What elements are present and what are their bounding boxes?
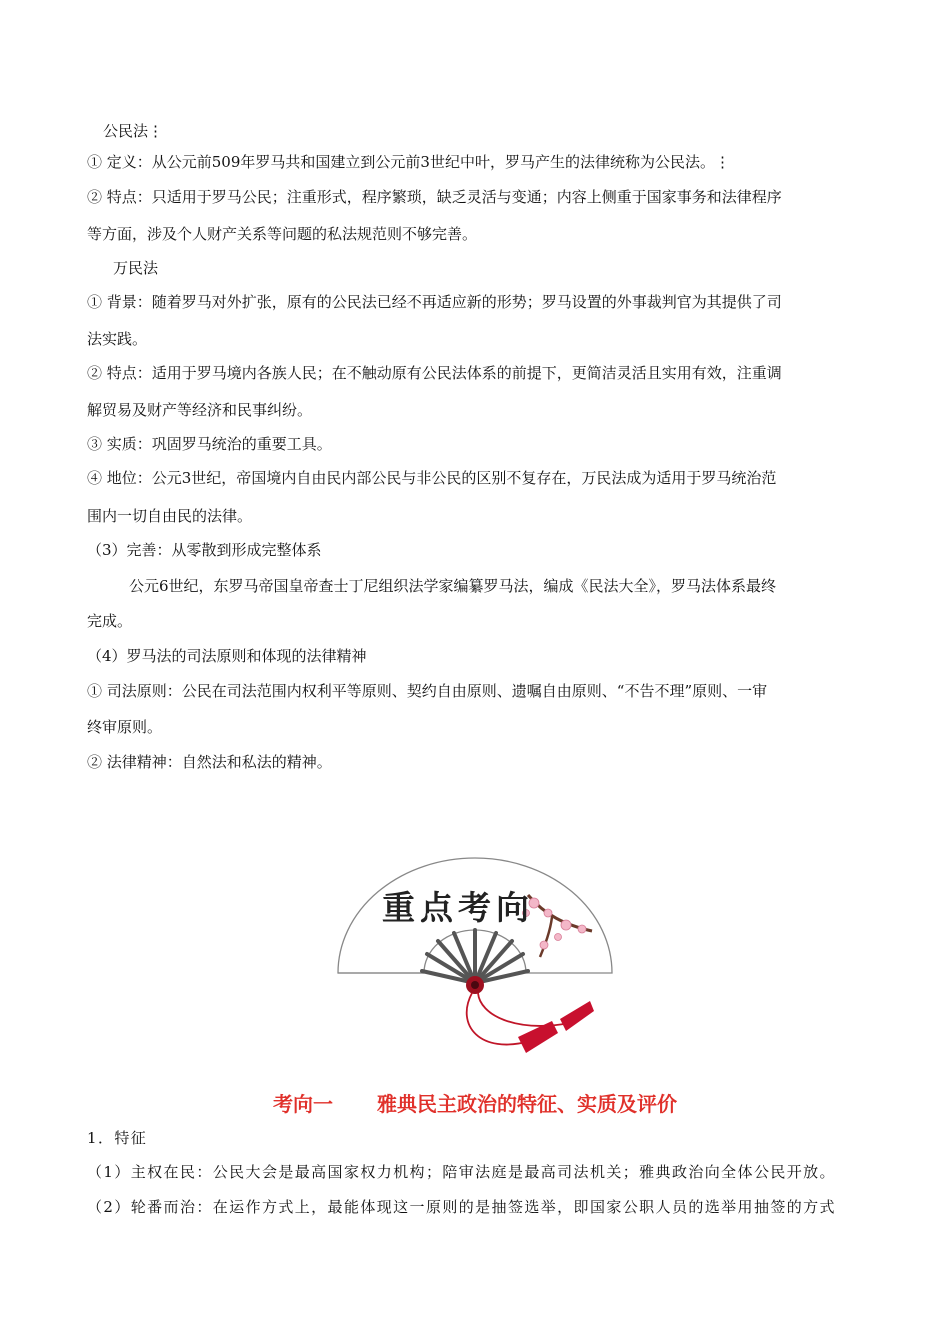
direction-heading [0, 1088, 950, 1117]
jus-gentium-status: ④ 地位：公元3世纪，帝国境内自由民内部公民与非公民的区别不复存在，万民法成为适用于罗马统治范 [87, 469, 777, 487]
direction-label: 考向一 [273, 1092, 333, 1116]
jus-gentium-essence: ③ 实质：巩固罗马统治的重要工具。 [87, 435, 332, 453]
public-law-definition: ① 定义：从公元前509年罗马共和国建立到公元前3世纪中叶，罗马产生的法律统称为公民法。⋮ [87, 153, 730, 171]
folding-fan-icon [330, 855, 620, 1060]
direction-title: 雅典民主政治的特征、实质及评价 [377, 1092, 677, 1116]
judicial-principles-cont: 终审原则。 [87, 718, 163, 736]
public-law-features: ② 特点：只适用于罗马公民；注重形式，程序繁琐，缺乏灵活与变通；内容上侧重于国家事务和法律程序 [87, 188, 782, 206]
jus-gentium-title: 万民法 [113, 259, 159, 277]
perfect-title: （3）完善：从零散到形成完整体系 [87, 541, 322, 559]
judicial-principles: ① 司法原则：公民在司法范围内权利平等原则、契约自由原则、遗嘱自由原则、“不告不理”原则、一审 [87, 682, 768, 700]
athens-feature-sovereignty: （1）主权在民：公民大会是最高国家权力机构；陪审法庭是最高司法机关；雅典政治向全体公民开放。 [87, 1163, 836, 1181]
jus-gentium-features-cont: 解贸易及财产等经济和民事纠纷。 [87, 401, 313, 419]
jus-gentium-background-cont: 法实践。 [87, 330, 148, 348]
perfect-text: 公元6世纪，东罗马帝国皇帝查士丁尼组织法学家编纂罗马法，编成《民法大全》，罗马法体系最终 [129, 577, 777, 595]
jus-gentium-status-cont: 围内一切自由民的法律。 [87, 507, 253, 525]
principles-title: （4）罗马法的司法原则和体现的法律精神 [87, 647, 367, 665]
athens-subtitle: 1．特征 [87, 1129, 148, 1147]
perfect-text-cont: 完成。 [87, 612, 133, 630]
public-law-features-cont: 等方面，涉及个人财产关系等问题的私法规范则不够完善。 [87, 225, 478, 243]
athens-feature-rotation: （2）轮番而治：在运作方式上，最能体现这一原则的是抽签选举，即国家公职人员的选举用抽签的方式 [87, 1198, 836, 1216]
jus-gentium-features: ② 特点：适用于罗马境内各族人民；在不触动原有公民法体系的前提下，更简洁灵活且实用有效，注重调 [87, 364, 782, 382]
banner-text: 重点考向 [382, 888, 534, 927]
jus-gentium-background: ① 背景：随着罗马对外扩张，原有的公民法已经不再适应新的形势；罗马设置的外事裁判官为其提供了司 [87, 293, 782, 311]
public-law-title: 公民法⋮ [103, 122, 164, 140]
legal-spirit: ② 法律精神：自然法和私法的精神。 [87, 753, 332, 771]
